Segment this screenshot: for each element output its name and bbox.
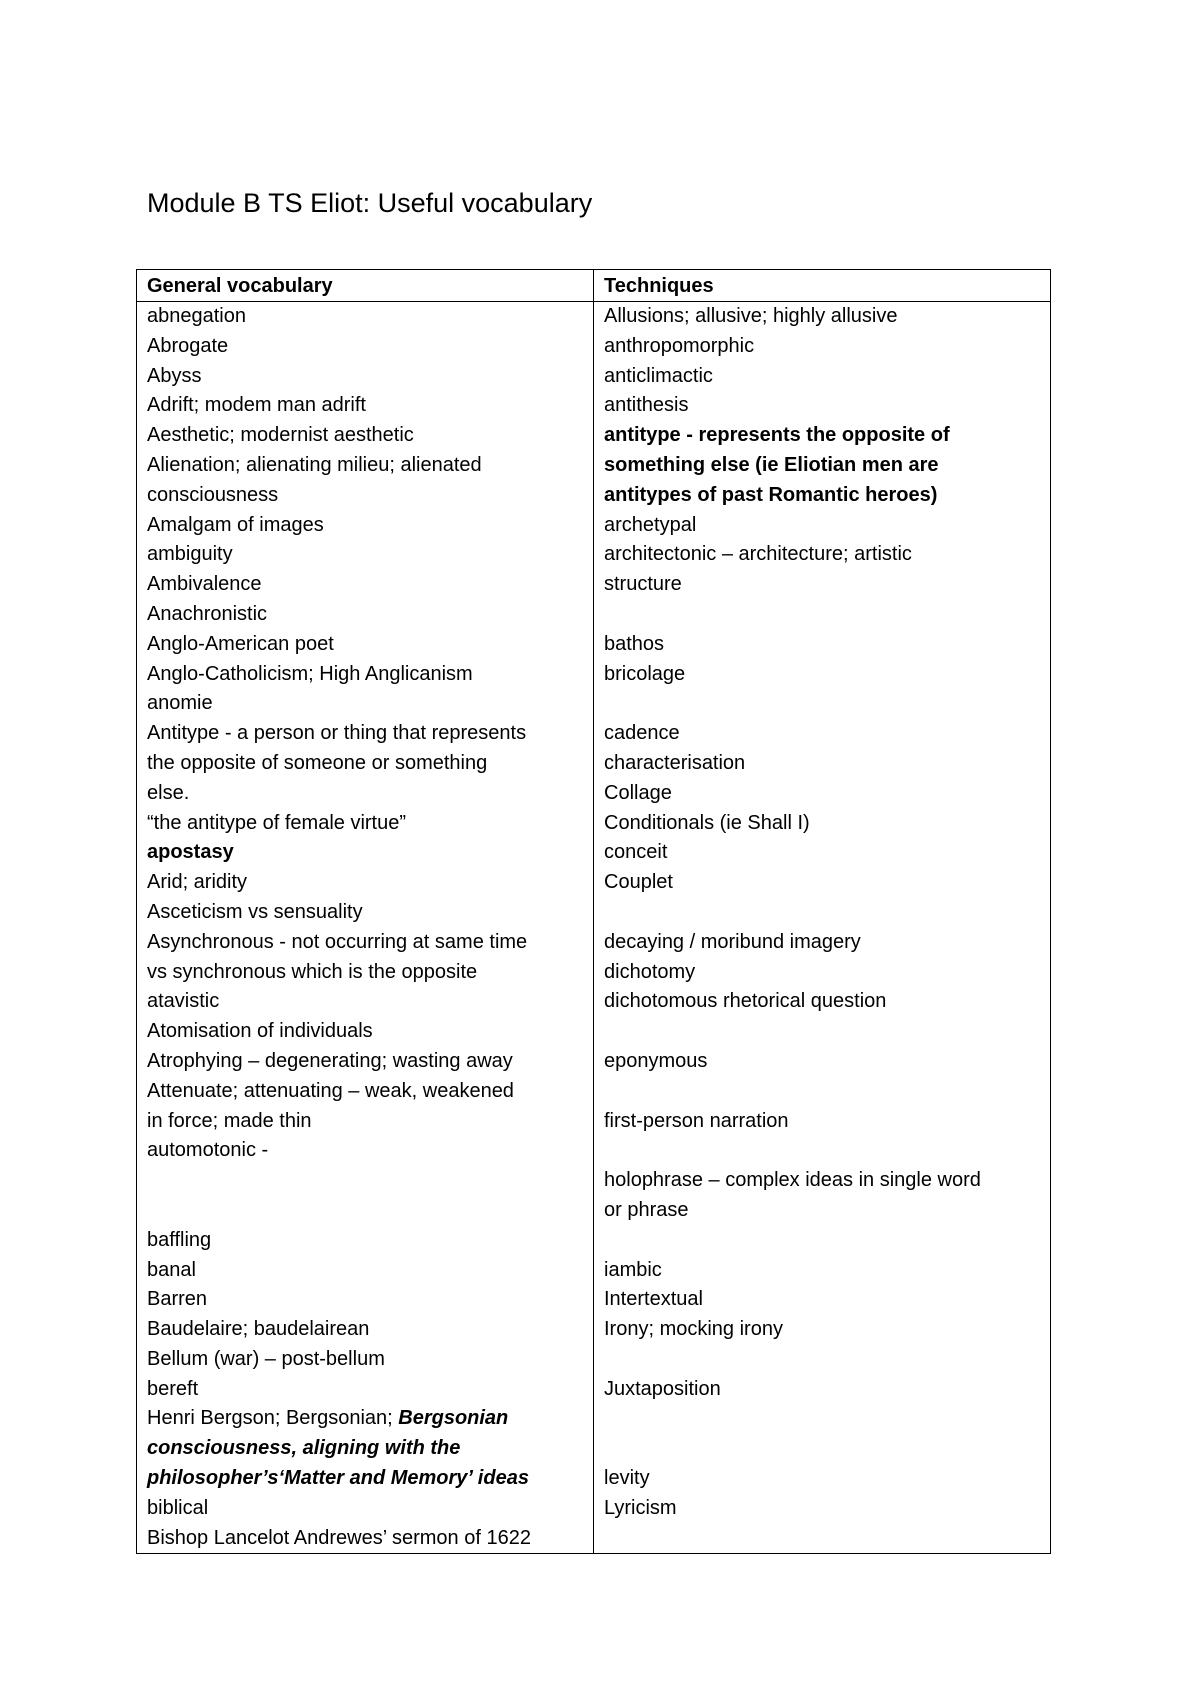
vocabulary-line: banal — [147, 1258, 196, 1281]
technique-line: Juxtaposition — [604, 1377, 721, 1400]
technique-line: antitype - represents the opposite of — [604, 424, 950, 447]
technique-line — [594, 1524, 1050, 1554]
vocabulary-line: Atomisation of individuals — [147, 1020, 373, 1043]
technique-line — [594, 1017, 1050, 1047]
header-general-vocabulary: General vocabulary — [137, 270, 594, 301]
technique-line: bathos — [604, 632, 665, 655]
vocabulary-line: Asynchronous - not occurring at same time — [147, 930, 528, 953]
technique-line: characterisation — [604, 751, 746, 774]
technique-line: holophrase – complex ideas in single word — [604, 1169, 981, 1192]
vocabulary-line: atavistic — [147, 990, 220, 1013]
technique-line: bricolage — [604, 662, 686, 685]
vocabulary-line: Antitype - a person or thing that represents — [147, 722, 527, 745]
vocabulary-line: Attenuate; attenuating – weak, weakened — [147, 1079, 514, 1102]
technique-line: eponymous — [604, 1049, 708, 1072]
technique-line: Lyricism — [604, 1496, 677, 1519]
vocabulary-line: else. — [147, 781, 190, 804]
technique-line: Conditionals (ie Shall I) — [604, 811, 810, 834]
vocabulary-line: ambiguity — [147, 543, 233, 566]
technique-line: levity — [604, 1467, 650, 1490]
technique-line: dichotomy — [604, 960, 696, 983]
technique-line: Allusions; allusive; highly allusive — [604, 305, 898, 327]
technique-line — [594, 898, 1050, 928]
vocabulary-line: vs synchronous which is the opposite — [147, 960, 478, 983]
technique-line — [594, 1077, 1050, 1107]
vocabulary-line-emphasis: Bergsonian — [398, 1407, 509, 1430]
vocabulary-line: baffling — [147, 1228, 212, 1251]
technique-line: anticlimactic — [604, 364, 713, 387]
vocabulary-line: the opposite of someone or something — [147, 751, 488, 774]
technique-line: architectonic – architecture; artistic — [604, 543, 912, 566]
vocabulary-line: Aesthetic; modernist aesthetic — [147, 424, 414, 447]
vocabulary-line: Alienation; alienating milieu; alienated — [147, 453, 482, 476]
technique-line: antitypes of past Romantic heroes) — [604, 483, 938, 506]
technique-line: cadence — [604, 722, 680, 745]
technique-line: conceit — [604, 841, 668, 864]
vocabulary-line: Baudelaire; baudelairean — [147, 1318, 370, 1341]
vocabulary-line: apostasy — [147, 841, 234, 864]
technique-line — [594, 1434, 1050, 1464]
technique-line: Collage — [604, 781, 672, 804]
vocabulary-table — [136, 269, 1051, 1554]
header-techniques: Techniques — [604, 275, 714, 297]
vocabulary-line: automotonic - — [147, 1139, 269, 1162]
vocabulary-line: Adrift; modem man adrift — [147, 394, 366, 417]
table-header-row — [137, 270, 1050, 302]
vocabulary-line: Arid; aridity — [147, 871, 248, 894]
technique-line: dichotomous rhetorical question — [604, 990, 887, 1013]
technique-line: anthropomorphic — [604, 334, 755, 357]
vocabulary-line: consciousness — [147, 483, 279, 506]
general-vocabulary-column — [137, 302, 594, 1553]
vocabulary-line: Bishop Lancelot Andrewes’ sermon of 1622 — [147, 1526, 531, 1549]
vocabulary-line: biblical — [147, 1496, 209, 1519]
vocabulary-line: abnegation — [147, 305, 246, 327]
technique-line: decaying / moribund imagery — [604, 930, 861, 953]
technique-line: Couplet — [604, 871, 673, 894]
vocabulary-line: Anglo-Catholicism; High Anglicanism — [147, 662, 473, 685]
vocabulary-line: Abyss — [147, 364, 202, 387]
technique-line: Irony; mocking irony — [604, 1318, 783, 1341]
vocabulary-line — [137, 1166, 593, 1196]
vocabulary-line: anomie — [147, 692, 213, 715]
technique-line: or phrase — [604, 1198, 689, 1221]
techniques-column — [594, 302, 1050, 1553]
vocabulary-line: Amalgam of images — [147, 513, 324, 536]
table-body — [137, 302, 1050, 1553]
technique-line — [594, 689, 1050, 719]
technique-line: antithesis — [604, 394, 689, 417]
vocabulary-line: Bellum (war) – post-bellum — [147, 1347, 385, 1370]
vocabulary-line-text: Henri Bergson; Bergsonian; — [147, 1407, 399, 1430]
vocabulary-line: Asceticism vs sensuality — [147, 900, 363, 923]
page-title: Module B TS Eliot: Useful vocabulary — [147, 188, 593, 218]
technique-line: something else (ie Eliotian men are — [604, 453, 939, 476]
technique-line: Intertextual — [604, 1288, 703, 1311]
technique-line — [594, 1404, 1050, 1434]
vocabulary-line: “the antitype of female virtue” — [147, 811, 407, 834]
technique-line — [594, 1136, 1050, 1166]
technique-line — [594, 600, 1050, 630]
technique-line: iambic — [604, 1258, 662, 1281]
technique-line — [594, 1226, 1050, 1256]
vocabulary-line: bereft — [147, 1377, 199, 1400]
technique-line — [594, 1345, 1050, 1375]
vocabulary-line: Atrophying – degenerating; wasting away — [147, 1049, 513, 1072]
vocabulary-line: in force; made thin — [147, 1109, 312, 1132]
vocabulary-line: philosopher’s‘Matter and Memory’ ideas — [147, 1467, 529, 1490]
technique-line: structure — [604, 573, 682, 596]
vocabulary-line: Abrogate — [147, 334, 229, 357]
technique-line: first-person narration — [604, 1109, 789, 1132]
vocabulary-line — [137, 1404, 593, 1434]
vocabulary-line — [137, 1196, 593, 1226]
technique-line: archetypal — [604, 513, 697, 536]
vocabulary-line: Anglo-American poet — [147, 632, 334, 655]
vocabulary-line: Ambivalence — [147, 573, 262, 596]
vocabulary-line: Barren — [147, 1288, 208, 1311]
vocabulary-line: Anachronistic — [147, 602, 268, 625]
vocabulary-line: consciousness, aligning with the — [147, 1437, 461, 1460]
